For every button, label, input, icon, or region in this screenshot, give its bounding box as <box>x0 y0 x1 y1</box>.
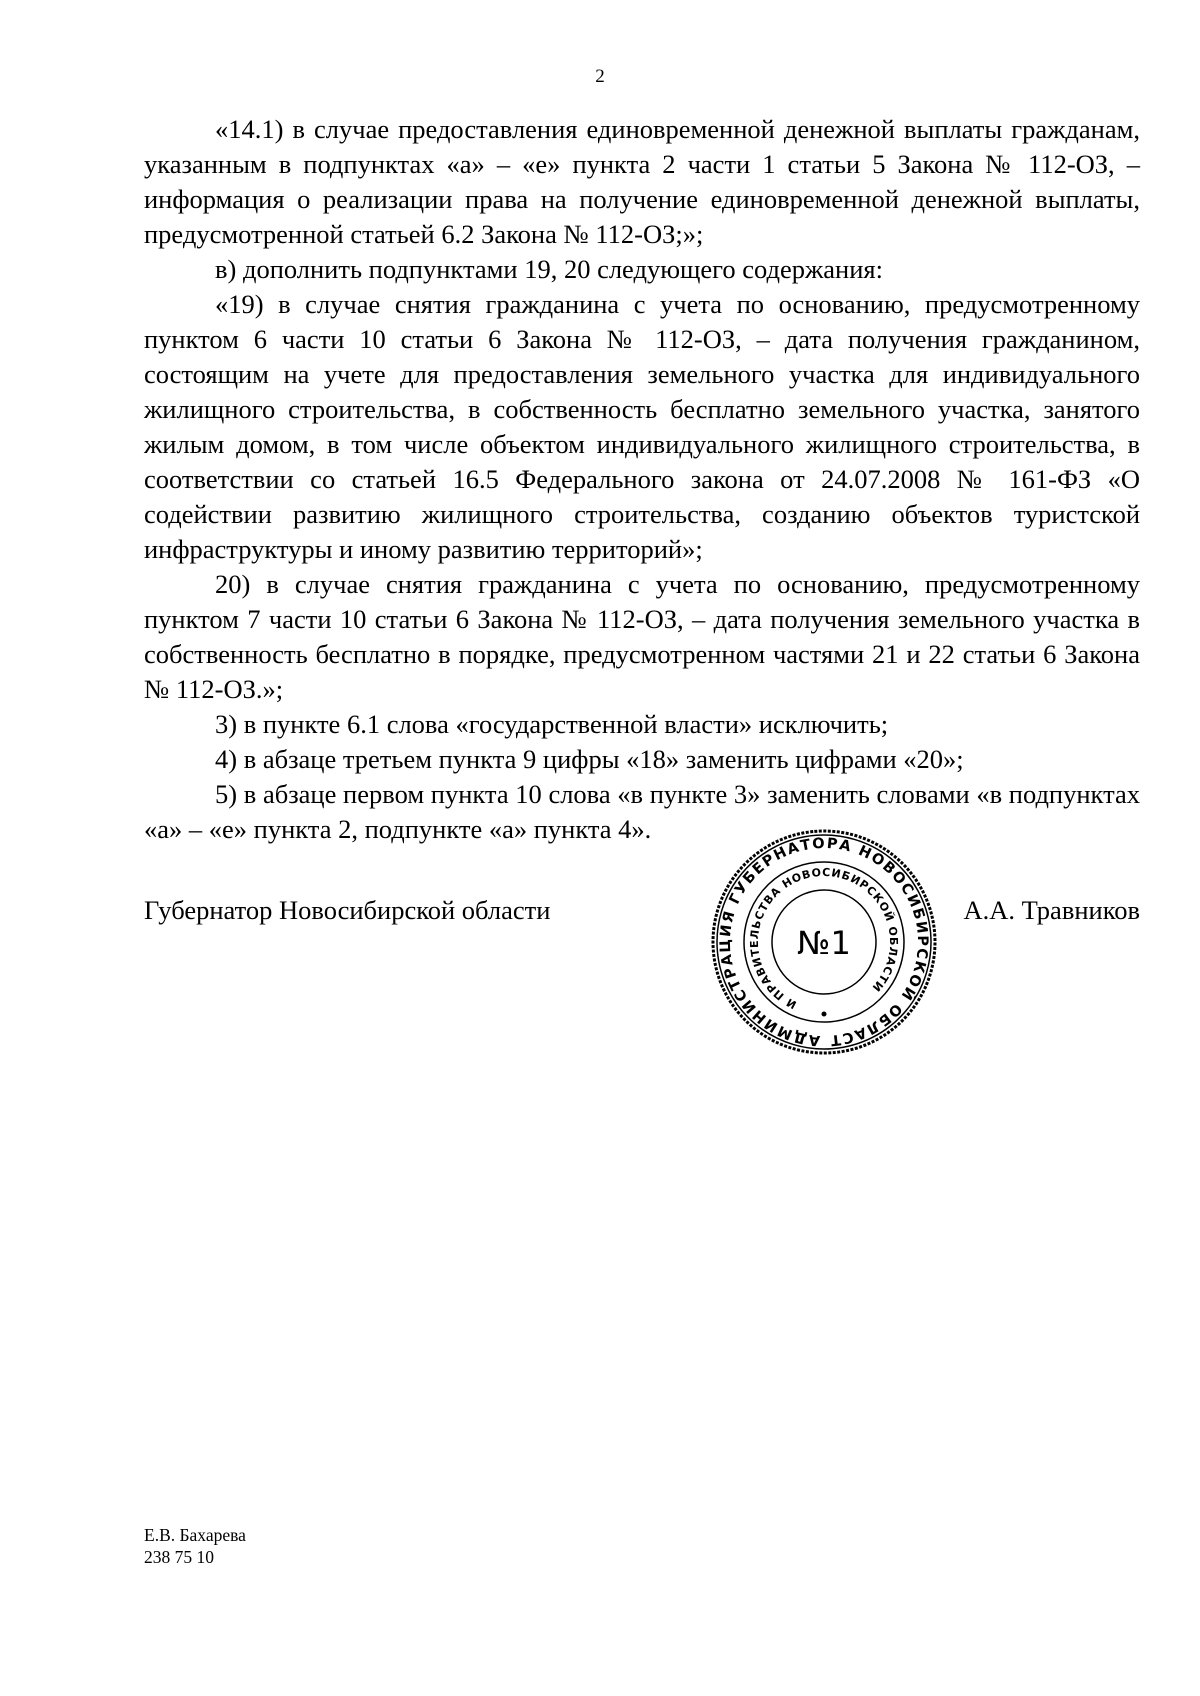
signer-position: Губернатор Новосибирской области <box>144 895 551 925</box>
executor-name: Е.В. Бахарева <box>144 1525 246 1545</box>
executor-phone: 238 75 10 <box>144 1547 214 1567</box>
paragraph-item-4: 4) в абзаце третьем пункта 9 цифры «18» заменить цифрами «20»; <box>215 744 964 774</box>
paragraph-20: 20) в случае снятия гражданина с учета по основанию, предусмотренному пунктом 7 части 10 статьи 6 Закона № 112-ОЗ, – дата получения земельного участка в собственность бесплатно в порядке, предусмотренном частями 21 и 22 статьи 6 Закона № 112-ОЗ.»; <box>144 569 1140 704</box>
seal-star <box>822 1012 827 1017</box>
executor-footer <box>144 1524 246 1568</box>
seal-outer-text: АДМИНИСТРАЦИЯ ГУБЕРНАТОРА НОВОСИБИРСКОЙ ОБЛАСТИ <box>717 835 931 1049</box>
signature-block <box>144 893 1140 933</box>
seal-inner-text: И ПРАВИТЕЛЬСТВА НОВОСИБИРСКОЙ ОБЛАСТИ <box>747 865 901 1012</box>
paragraph-item-5: 5) в абзаце первом пункта 10 слова «в пункте 3» заменить словами «в подпунктах «а» – «е» пункта 2, подпункте «а» пункта 4». <box>144 779 1140 844</box>
document-body <box>144 112 1140 847</box>
paragraph-14-1: «14.1) в случае предоставления единовременной денежной выплаты гражданам, указанным в подпунктах «а» – «е» пункта 2 части 1 статьи 5 Закона № 112-ОЗ, – информация о реализации права на получение единовременной денежной выплаты, предусмотренной статьей 6.2 Закона № 112-ОЗ;»; <box>144 114 1140 249</box>
page-number: 2 <box>595 66 605 87</box>
seal-number: №1 <box>797 924 851 962</box>
official-seal <box>710 828 938 1056</box>
paragraph-19: «19) в случае снятия гражданина с учета по основанию, предусмотренному пунктом 6 части 10 статьи 6 Закона № 112-ОЗ, – дата получения гражданином, состоящим на учете для предоставления земельного участка для индивидуального жилищного строительства, в собственность бесплатно земельного участка, занятого жилым домом, в том числе объектом индивидуального жилищного строительства, в соответствии со статьей 16.5 Федерального закона от 24.07.2008 № 161-ФЗ «О содействии развитию жилищного строительства, созданию объектов туристской инфраструктуры и иному развитию территорий»; <box>144 289 1140 564</box>
paragraph-amendment-v: в) дополнить подпунктами 19, 20 следующего содержания: <box>215 254 883 284</box>
paragraph-item-3: 3) в пункте 6.1 слова «государственной власти» исключить; <box>215 709 889 739</box>
signer-name: А.А. Травников <box>963 895 1140 925</box>
